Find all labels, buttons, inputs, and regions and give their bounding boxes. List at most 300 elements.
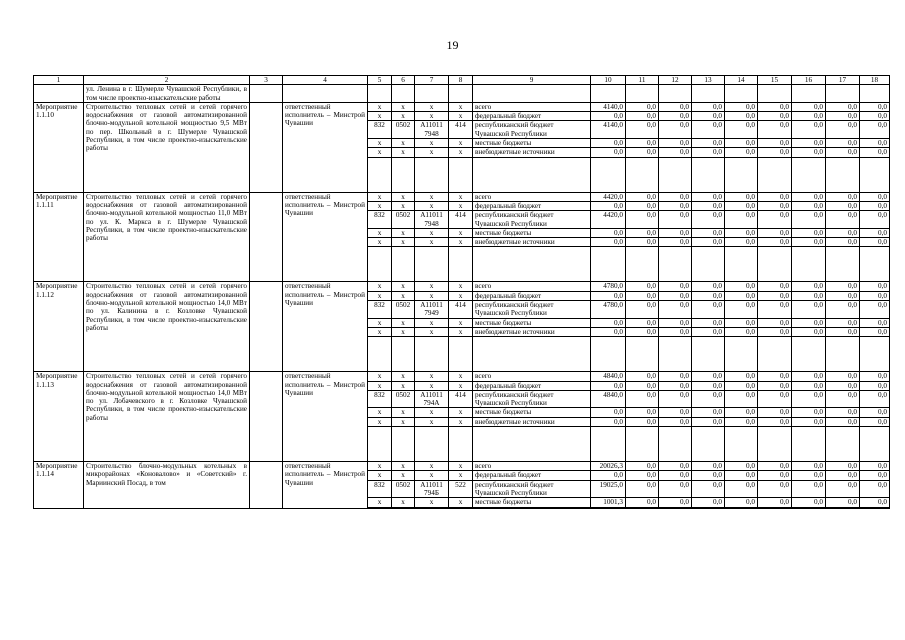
amount-cell: 0,0 (860, 238, 890, 247)
code-x: x (449, 139, 473, 148)
amount-cell: 0,0 (826, 201, 860, 210)
amount-cell: 0,0 (692, 201, 725, 210)
amount-cell: 0,0 (626, 112, 659, 121)
amount-cell: 4780,0 (591, 301, 626, 319)
empty-cell (392, 507, 415, 508)
amount-cell: 4840,0 (591, 390, 626, 408)
header-cell: 4 (283, 76, 368, 85)
amount-cell: 0,0 (826, 327, 860, 336)
funding-source: внебюджетные источники (473, 417, 591, 426)
code-x: x (368, 291, 392, 300)
amount-cell: 0,0 (626, 327, 659, 336)
empty-cell (392, 247, 415, 282)
amount-cell: 0,0 (626, 471, 659, 480)
responsible: ответственный исполнитель – Минстрой Чувашии (283, 462, 368, 508)
amount-cell: 0,0 (860, 139, 890, 148)
funding-source: внебюджетные источники (473, 148, 591, 157)
amount-cell: 0,0 (626, 211, 659, 229)
amount-cell: 0,0 (659, 102, 692, 111)
amount-cell: 0,0 (725, 318, 758, 327)
measure-id: Мероприятие 1.1.12 (34, 282, 84, 372)
empty-cell (792, 337, 826, 372)
rzpr-code: 0502 (392, 480, 415, 498)
header-cell: 8 (449, 76, 473, 85)
responsible: ответственный исполнитель – Минстрой Чувашии (283, 372, 368, 462)
amount-cell: 0,0 (826, 372, 860, 381)
amount-cell: 0,0 (725, 408, 758, 417)
empty-cell (725, 427, 758, 462)
amount-cell: 0,0 (692, 121, 725, 139)
amount-cell: 0,0 (591, 417, 626, 426)
amount-cell: 0,0 (626, 301, 659, 319)
code-x: x (449, 201, 473, 210)
funding-source: местные бюджеты (473, 139, 591, 148)
amount-cell: 0,0 (659, 238, 692, 247)
amount-cell: 0,0 (826, 112, 860, 121)
funding-source: всего (473, 282, 591, 291)
amount-cell: 0,0 (758, 471, 792, 480)
amount-cell: 0,0 (758, 480, 792, 498)
empty-cell (283, 85, 368, 103)
empty-cell (860, 337, 890, 372)
amount-cell: 0,0 (826, 282, 860, 291)
empty-cell (692, 85, 725, 103)
amount-cell: 0,0 (792, 372, 826, 381)
header-cell: 17 (826, 76, 860, 85)
amount-cell: 0,0 (591, 318, 626, 327)
code-x: x (368, 228, 392, 237)
code-x: x (449, 498, 473, 507)
amount-cell: 0,0 (826, 417, 860, 426)
code-x: x (368, 238, 392, 247)
code-x: x (449, 148, 473, 157)
amount-cell: 0,0 (792, 121, 826, 139)
code-x: x (392, 112, 415, 121)
empty-cell (368, 507, 392, 508)
amount-cell: 0,0 (860, 121, 890, 139)
measure-row (34, 372, 890, 381)
amount-cell: 0,0 (725, 372, 758, 381)
amount-cell: 0,0 (758, 102, 792, 111)
amount-cell: 0,0 (692, 462, 725, 471)
amount-cell: 0,0 (659, 148, 692, 157)
amount-cell: 0,0 (659, 372, 692, 381)
measure-name: Строительство тепловых сетей и сетей горячего водоснабжения от газовой автоматизированной блочно-модульной котельной мощностью 9,5 МВт по пер. Школьный в г. Шумерле Чувашской Республики, в том числе проектно-изыскательские работы (84, 102, 250, 192)
empty-cell (415, 247, 449, 282)
amount-cell: 0,0 (725, 417, 758, 426)
code-x: x (368, 282, 392, 291)
continuation-text: ул. Ленина в г. Шумерле Чувашской Республики, в том числе проектно-изыскательские работы (84, 85, 250, 103)
amount-cell: 0,0 (758, 327, 792, 336)
header-row (34, 76, 890, 85)
code-x: x (415, 192, 449, 201)
code-x: x (392, 498, 415, 507)
rzpr-code: 0502 (392, 121, 415, 139)
funding-source: местные бюджеты (473, 408, 591, 417)
amount-cell: 0,0 (692, 327, 725, 336)
amount-cell: 0,0 (725, 112, 758, 121)
empty-cell (826, 337, 860, 372)
code-x: x (449, 291, 473, 300)
code-x: x (368, 417, 392, 426)
empty-cell (626, 157, 659, 192)
empty-cell (415, 337, 449, 372)
amount-cell: 0,0 (860, 301, 890, 319)
amount-cell: 0,0 (826, 102, 860, 111)
amount-cell: 0,0 (626, 139, 659, 148)
amount-cell: 0,0 (725, 291, 758, 300)
vr-code: 414 (449, 390, 473, 408)
code-x: x (368, 471, 392, 480)
measure-row (34, 462, 890, 471)
code-x: x (449, 327, 473, 336)
amount-cell: 0,0 (725, 390, 758, 408)
grbs-code: 832 (368, 121, 392, 139)
empty-cell (473, 337, 591, 372)
empty-cell (860, 427, 890, 462)
amount-cell: 0,0 (725, 148, 758, 157)
empty-cell (659, 247, 692, 282)
amount-cell: 0,0 (591, 327, 626, 336)
amount-cell: 0,0 (626, 228, 659, 237)
amount-cell: 0,0 (659, 462, 692, 471)
amount-cell: 0,0 (792, 462, 826, 471)
funding-source: республиканский бюджет Чувашской Республики (473, 480, 591, 498)
funding-source: федеральный бюджет (473, 291, 591, 300)
amount-cell: 0,0 (725, 462, 758, 471)
amount-cell: 0,0 (692, 381, 725, 390)
code-x: x (415, 112, 449, 121)
amount-cell: 0,0 (826, 318, 860, 327)
funding-source: республиканский бюджет Чувашской Республики (473, 211, 591, 229)
csr-code: A11011 7948 (415, 211, 449, 229)
amount-cell: 0,0 (659, 498, 692, 507)
code-x: x (415, 139, 449, 148)
funding-source: местные бюджеты (473, 498, 591, 507)
amount-cell: 0,0 (591, 381, 626, 390)
code-x: x (368, 381, 392, 390)
code-x: x (392, 318, 415, 327)
code-x: x (392, 408, 415, 417)
amount-cell: 0,0 (692, 480, 725, 498)
code-x: x (415, 417, 449, 426)
amount-cell: 0,0 (758, 408, 792, 417)
amount-cell: 0,0 (860, 201, 890, 210)
amount-cell: 0,0 (626, 192, 659, 201)
responsible: ответственный исполнитель – Минстрой Чувашии (283, 282, 368, 372)
empty-cell (473, 507, 591, 508)
empty-cell (692, 337, 725, 372)
amount-cell: 1001,3 (591, 498, 626, 507)
measure-row (34, 102, 890, 111)
code-x: x (368, 462, 392, 471)
vr-code: 414 (449, 301, 473, 319)
amount-cell: 0,0 (758, 139, 792, 148)
amount-cell: 0,0 (792, 498, 826, 507)
empty-cell (725, 85, 758, 103)
header-cell: 11 (626, 76, 659, 85)
vr-code: 522 (449, 480, 473, 498)
amount-cell: 0,0 (860, 192, 890, 201)
amount-cell: 0,0 (860, 291, 890, 300)
amount-cell: 0,0 (860, 408, 890, 417)
header-cell: 2 (84, 76, 250, 85)
code-x: x (415, 408, 449, 417)
empty-cell (626, 85, 659, 103)
empty-cell (392, 427, 415, 462)
amount-cell: 0,0 (659, 390, 692, 408)
code-x: x (392, 192, 415, 201)
code-x: x (392, 148, 415, 157)
header-cell: 6 (392, 76, 415, 85)
empty-cell (758, 157, 792, 192)
amount-cell: 0,0 (626, 148, 659, 157)
empty-cell (250, 85, 283, 103)
empty-cell (626, 247, 659, 282)
code-x: x (449, 471, 473, 480)
amount-cell: 20026,3 (591, 462, 626, 471)
grbs-code: 832 (368, 390, 392, 408)
code-x: x (415, 102, 449, 111)
measure-id: Мероприятие 1.1.11 (34, 192, 84, 282)
amount-cell: 0,0 (725, 139, 758, 148)
empty-cell (449, 507, 473, 508)
measure-id: Мероприятие 1.1.14 (34, 462, 84, 508)
amount-cell: 0,0 (725, 498, 758, 507)
amount-cell: 0,0 (860, 498, 890, 507)
amount-cell: 0,0 (659, 139, 692, 148)
amount-cell: 0,0 (860, 112, 890, 121)
empty-cell (725, 337, 758, 372)
amount-cell: 0,0 (692, 498, 725, 507)
amount-cell: 0,0 (826, 211, 860, 229)
empty-cell (826, 247, 860, 282)
empty-cell (626, 337, 659, 372)
code-x: x (392, 282, 415, 291)
amount-cell: 0,0 (792, 228, 826, 237)
funding-source: республиканский бюджет Чувашской Республики (473, 301, 591, 319)
amount-cell: 0,0 (692, 211, 725, 229)
amount-cell: 0,0 (792, 282, 826, 291)
amount-cell: 0,0 (826, 390, 860, 408)
header-cell: 12 (659, 76, 692, 85)
amount-cell: 0,0 (692, 408, 725, 417)
amount-cell: 0,0 (626, 462, 659, 471)
funding-source: республиканский бюджет Чувашской Республики (473, 121, 591, 139)
amount-cell: 0,0 (860, 462, 890, 471)
amount-cell: 0,0 (659, 211, 692, 229)
amount-cell: 0,0 (626, 390, 659, 408)
code-x: x (368, 498, 392, 507)
empty-cell (250, 282, 283, 372)
code-x: x (415, 201, 449, 210)
code-x: x (415, 318, 449, 327)
amount-cell: 4780,0 (591, 282, 626, 291)
code-x: x (392, 327, 415, 336)
amount-cell: 0,0 (692, 390, 725, 408)
empty-cell (758, 337, 792, 372)
amount-cell: 0,0 (591, 408, 626, 417)
code-x: x (415, 238, 449, 247)
amount-cell: 0,0 (725, 301, 758, 319)
amount-cell: 0,0 (725, 381, 758, 390)
amount-cell: 0,0 (860, 471, 890, 480)
empty-cell (792, 85, 826, 103)
code-x: x (415, 291, 449, 300)
empty-cell (725, 157, 758, 192)
empty-cell (449, 157, 473, 192)
empty-cell (659, 427, 692, 462)
amount-cell: 0,0 (860, 102, 890, 111)
code-x: x (415, 228, 449, 237)
amount-cell: 0,0 (792, 390, 826, 408)
funding-source: республиканский бюджет Чувашской Республики (473, 390, 591, 408)
funding-source: федеральный бюджет (473, 201, 591, 210)
amount-cell: 0,0 (692, 192, 725, 201)
empty-cell (860, 157, 890, 192)
amount-cell: 0,0 (758, 192, 792, 201)
amount-cell: 0,0 (792, 102, 826, 111)
empty-cell (473, 247, 591, 282)
amount-cell: 0,0 (860, 381, 890, 390)
empty-cell (692, 247, 725, 282)
amount-cell: 0,0 (692, 471, 725, 480)
amount-cell: 0,0 (860, 318, 890, 327)
amount-cell: 0,0 (826, 498, 860, 507)
amount-cell: 0,0 (758, 318, 792, 327)
funding-source: федеральный бюджет (473, 112, 591, 121)
amount-cell: 0,0 (692, 148, 725, 157)
amount-cell: 0,0 (792, 201, 826, 210)
amount-cell: 0,0 (591, 148, 626, 157)
amount-cell: 0,0 (860, 327, 890, 336)
amount-cell: 0,0 (860, 480, 890, 498)
code-x: x (415, 498, 449, 507)
amount-cell: 0,0 (659, 471, 692, 480)
amount-cell: 0,0 (792, 211, 826, 229)
amount-cell: 0,0 (591, 291, 626, 300)
amount-cell: 0,0 (758, 112, 792, 121)
amount-cell: 0,0 (591, 139, 626, 148)
amount-cell: 0,0 (792, 408, 826, 417)
amount-cell: 0,0 (860, 211, 890, 229)
amount-cell: 0,0 (792, 192, 826, 201)
amount-cell: 0,0 (725, 228, 758, 237)
amount-cell: 0,0 (792, 327, 826, 336)
amount-cell: 0,0 (626, 318, 659, 327)
code-x: x (392, 471, 415, 480)
amount-cell: 0,0 (626, 498, 659, 507)
empty-cell (250, 102, 283, 192)
funding-source: внебюджетные источники (473, 238, 591, 247)
amount-cell: 4140,0 (591, 102, 626, 111)
amount-cell: 0,0 (826, 192, 860, 201)
amount-cell: 0,0 (725, 238, 758, 247)
code-x: x (415, 471, 449, 480)
funding-source: федеральный бюджет (473, 381, 591, 390)
code-x: x (449, 417, 473, 426)
amount-cell: 0,0 (692, 318, 725, 327)
header-cell: 15 (758, 76, 792, 85)
amount-cell: 0,0 (826, 121, 860, 139)
header-cell: 3 (250, 76, 283, 85)
measure-name: Строительство блочно-модульных котельных в микрорайонах «Коновалово» и «Советский» г. Мариинский Посад, в том (84, 462, 250, 508)
code-x: x (392, 381, 415, 390)
amount-cell: 0,0 (725, 102, 758, 111)
code-x: x (392, 291, 415, 300)
empty-cell (826, 427, 860, 462)
amount-cell: 0,0 (591, 471, 626, 480)
amount-cell: 4840,0 (591, 372, 626, 381)
amount-cell: 0,0 (758, 201, 792, 210)
amount-cell: 0,0 (860, 228, 890, 237)
empty-cell (368, 247, 392, 282)
amount-cell: 0,0 (626, 291, 659, 300)
empty-cell (826, 157, 860, 192)
funding-source: всего (473, 102, 591, 111)
amount-cell: 0,0 (758, 238, 792, 247)
amount-cell: 0,0 (626, 372, 659, 381)
amount-cell: 0,0 (758, 148, 792, 157)
header-cell: 13 (692, 76, 725, 85)
amount-cell: 0,0 (659, 480, 692, 498)
empty-cell (591, 337, 626, 372)
code-x: x (415, 381, 449, 390)
amount-cell: 0,0 (659, 201, 692, 210)
amount-cell: 0,0 (659, 381, 692, 390)
empty-cell (34, 85, 84, 103)
amount-cell: 4140,0 (591, 121, 626, 139)
funding-source: федеральный бюджет (473, 471, 591, 480)
csr-code: A11011 7948 (415, 121, 449, 139)
amount-cell: 0,0 (826, 139, 860, 148)
amount-cell: 0,0 (826, 228, 860, 237)
measure-name: Строительство тепловых сетей и сетей горячего водоснабжения от газовой автоматизированной блочно-модульной котельной мощностью 11,0 МВт по ул. К. Маркса в г. Шумерле Чувашской Республики, в том числе проектно-изыскательские работы (84, 192, 250, 282)
amount-cell: 0,0 (626, 238, 659, 247)
amount-cell: 4420,0 (591, 192, 626, 201)
code-x: x (415, 148, 449, 157)
amount-cell: 0,0 (591, 238, 626, 247)
amount-cell: 0,0 (826, 291, 860, 300)
code-x: x (392, 417, 415, 426)
csr-code: A11011 794A (415, 390, 449, 408)
vr-code: 414 (449, 211, 473, 229)
amount-cell: 0,0 (826, 301, 860, 319)
grbs-code: 832 (368, 480, 392, 498)
amount-cell: 0,0 (860, 417, 890, 426)
grbs-code: 832 (368, 301, 392, 319)
responsible: ответственный исполнитель – Минстрой Чувашии (283, 102, 368, 192)
measure-row (34, 192, 890, 201)
amount-cell: 0,0 (826, 408, 860, 417)
amount-cell: 0,0 (692, 417, 725, 426)
amount-cell: 0,0 (659, 282, 692, 291)
amount-cell: 0,0 (826, 471, 860, 480)
rzpr-code: 0502 (392, 211, 415, 229)
amount-cell: 0,0 (692, 238, 725, 247)
code-x: x (392, 372, 415, 381)
empty-cell (758, 507, 792, 508)
code-x: x (368, 327, 392, 336)
empty-cell (368, 337, 392, 372)
empty-cell (626, 507, 659, 508)
amount-cell: 0,0 (758, 462, 792, 471)
empty-cell (659, 157, 692, 192)
amount-cell: 0,0 (659, 417, 692, 426)
page-number: 19 (446, 38, 459, 52)
amount-cell: 4420,0 (591, 211, 626, 229)
code-x: x (415, 327, 449, 336)
